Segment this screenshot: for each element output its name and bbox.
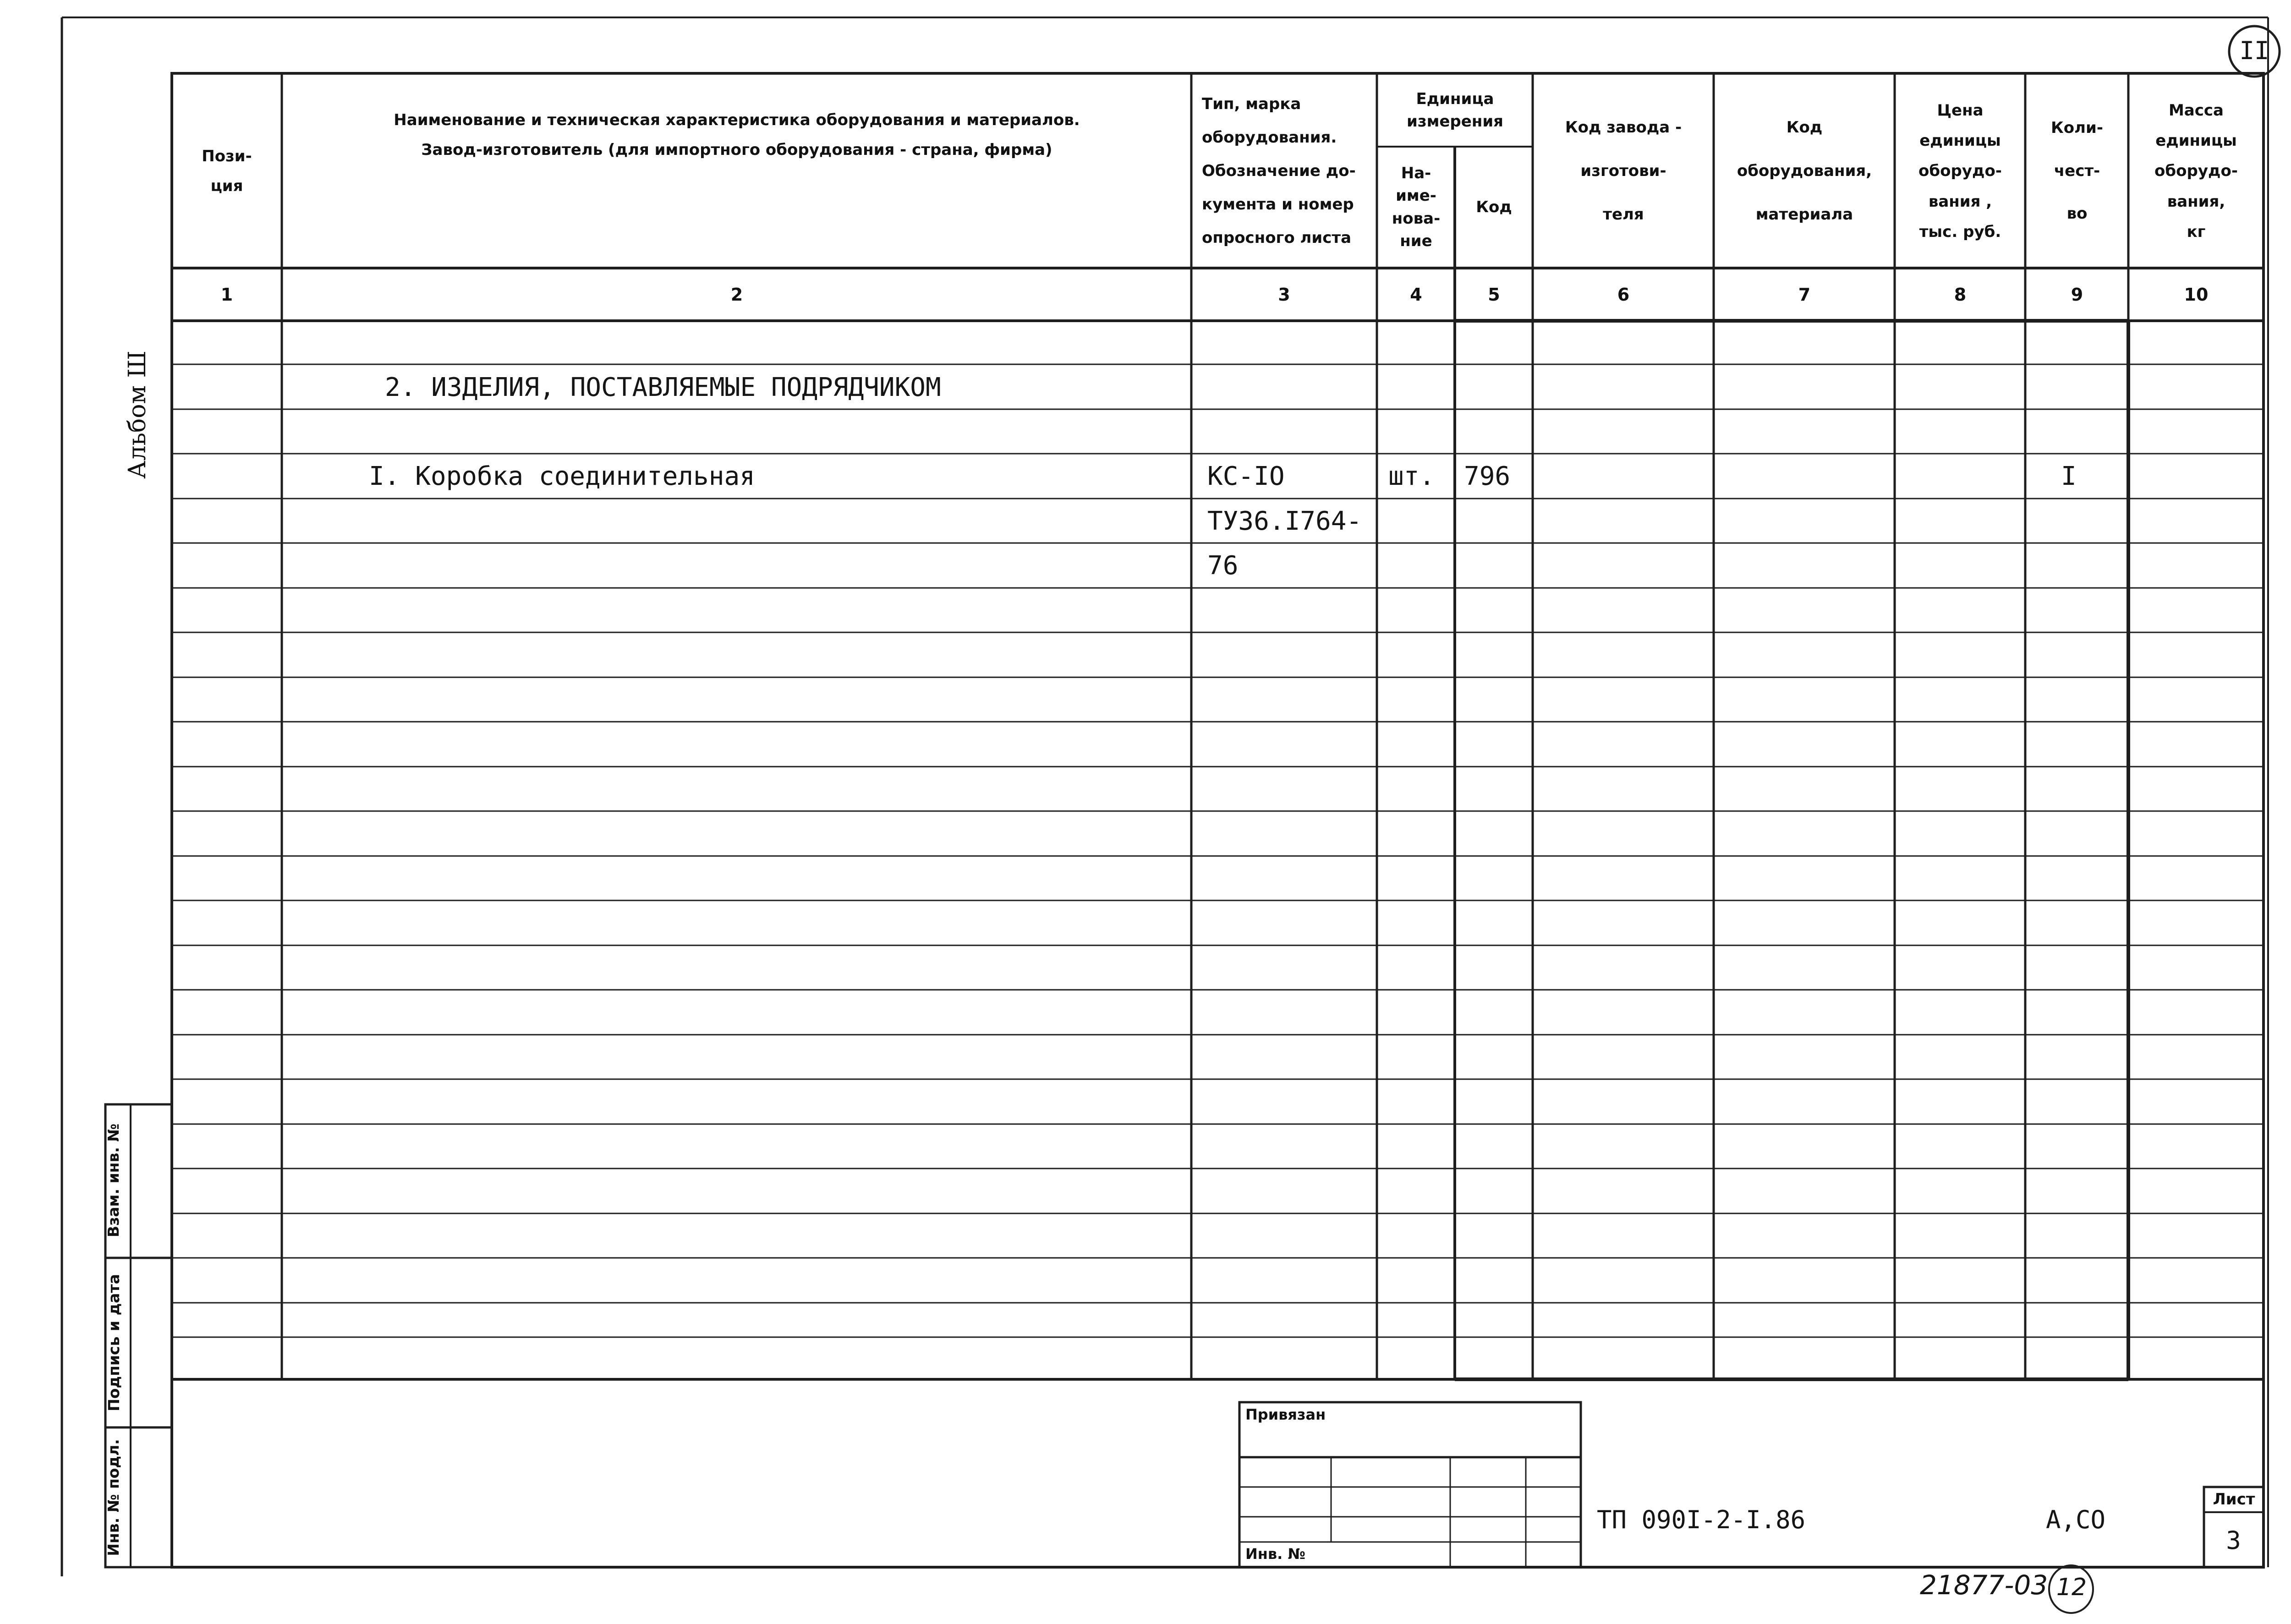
col-header-10: Масса единицы оборудо- вания, кг bbox=[2154, 101, 2238, 241]
col-number-4: 4 bbox=[1410, 284, 1422, 305]
col-header-2: Наименование и техническая характеристика оборудования и материалов. Завод-изготовитель (для импортного оборудования - страна, фирма) bbox=[394, 111, 1080, 159]
col-header-4: На- име- нова- ние bbox=[1392, 164, 1441, 250]
item-type-line-2: ТУ36.I764- bbox=[1207, 506, 1362, 536]
item-name: I. Коробка соединительная bbox=[369, 461, 755, 491]
item-quantity: I bbox=[2061, 461, 2077, 491]
inventory-label: Инв. № bbox=[1245, 1545, 1305, 1563]
col-header-8: Цена единицы оборудо- вания , тыс. руб. bbox=[1918, 101, 2002, 241]
col-number-8: 8 bbox=[1954, 284, 1967, 305]
item-unit-name: шт. bbox=[1388, 461, 1435, 491]
album-side-label: Альбом Ш bbox=[124, 351, 151, 479]
item-unit-code: 796 bbox=[1464, 461, 1511, 491]
col-number-10: 10 bbox=[2184, 284, 2209, 305]
document-suffix: А,СО bbox=[2046, 1505, 2106, 1534]
archive-number-circle: 12 bbox=[2056, 1574, 2087, 1601]
col-header-3: Тип, марка оборудования. Обозначение до- кумента и номер опросного листа bbox=[1202, 94, 1356, 247]
col-header-6: Код завода - изготови- теля bbox=[1565, 118, 1682, 224]
archive-number: 21877-03 bbox=[1920, 1569, 2048, 1601]
sheet-label: Лист bbox=[2213, 1490, 2255, 1509]
col-number-7: 7 bbox=[1798, 284, 1811, 305]
col-number-2: 2 bbox=[730, 284, 743, 305]
replacement-inv-label: Взам. инв. № bbox=[104, 1123, 122, 1238]
col-number-6: 6 bbox=[1617, 284, 1630, 305]
sheet-number: 3 bbox=[2226, 1526, 2241, 1555]
section-heading: 2. ИЗДЕЛИЯ, ПОСТАВЛЯЕМЫЕ ПОДРЯДЧИКОМ bbox=[385, 373, 941, 402]
document-code: ТП 090I-2-I.86 bbox=[1597, 1505, 1806, 1534]
item-type-line-1: КС-IО bbox=[1207, 461, 1285, 491]
col-number-3: 3 bbox=[1278, 284, 1290, 305]
col-header-1: Пози- ция bbox=[202, 147, 252, 195]
col-header-7: Код оборудования, материала bbox=[1737, 118, 1872, 224]
bound-label: Привязан bbox=[1245, 1406, 1326, 1423]
col-number-1: 1 bbox=[220, 284, 233, 305]
col-header-9: Коли- чест- во bbox=[2051, 119, 2103, 223]
circled-sheet-number: II bbox=[2239, 36, 2269, 65]
item-type-line-3: 76 bbox=[1207, 551, 1239, 581]
col-number-9: 9 bbox=[2071, 284, 2083, 305]
unit-group-header: Единица измерения bbox=[1407, 89, 1503, 131]
col-header-5: Код bbox=[1476, 198, 1512, 217]
signature-date-label: Подпись и дата bbox=[105, 1274, 123, 1411]
original-inv-label: Инв. № подл. bbox=[104, 1439, 122, 1556]
col-number-5: 5 bbox=[1488, 284, 1500, 305]
